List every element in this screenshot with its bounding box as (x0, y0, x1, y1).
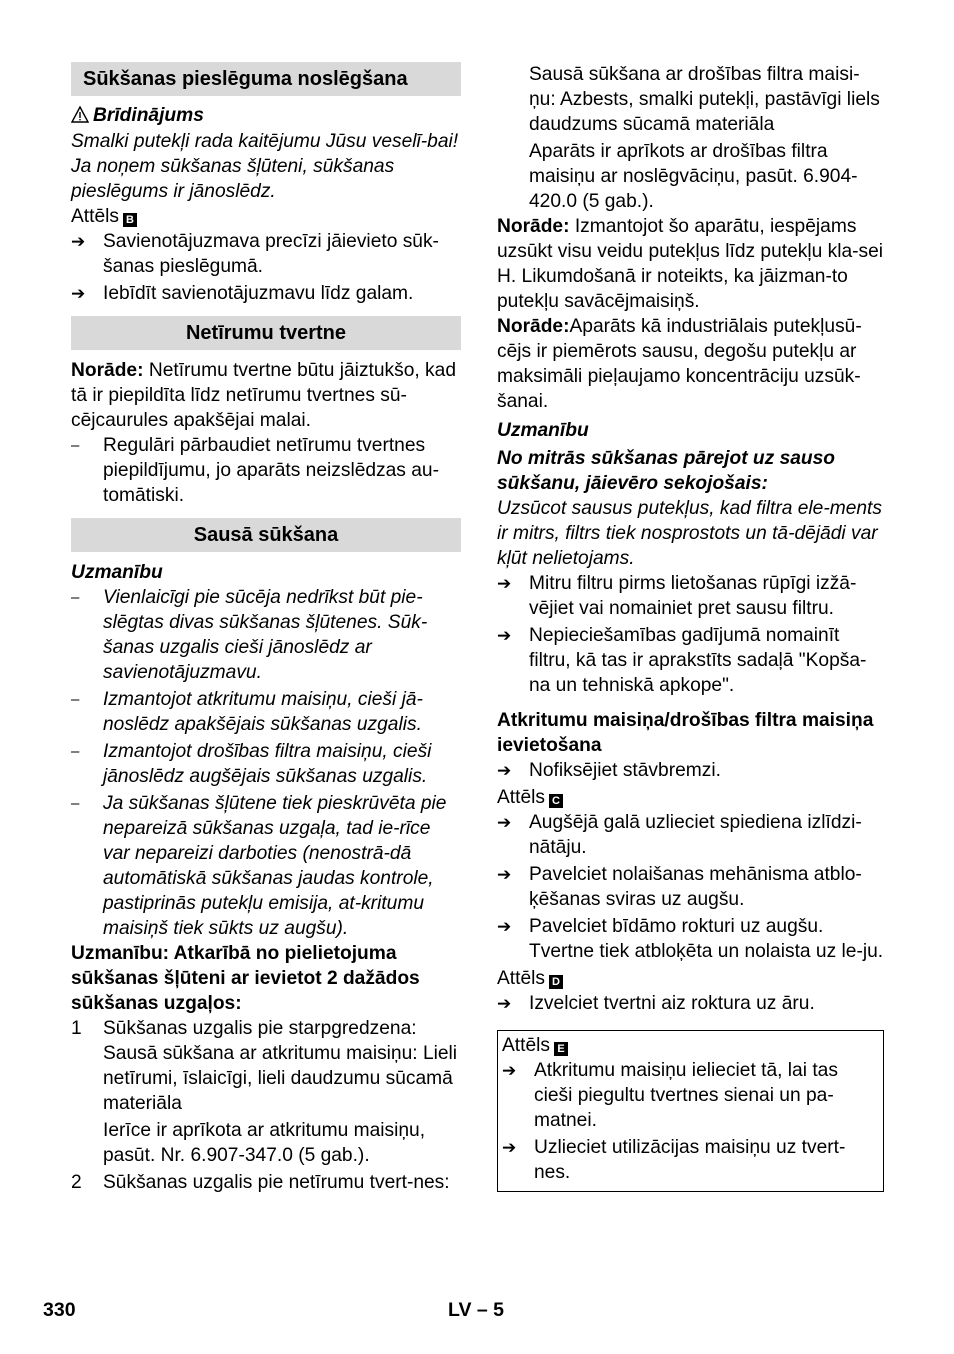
step-item (497, 914, 884, 964)
warning-text: Smalki putekļi rada kaitējumu Jūsu veselī-bai! Ja noņem sūkšanas šļūteni, sūkšanas pieslēgums ir jānoslēdz. (71, 131, 459, 202)
continued-text (497, 62, 884, 137)
caution-text: Ja sūkšanas šļūtene tiek pieskrūvēta pie nepareizā sūkšanas uzgaļa, tad ie-rīce var nepareizi darboties (nenostrā-dā automātiskā sūkšanas jaudas kontrole, pastiprinās putekļu emisija, at-kritumu maisiņš tiek sūkts uz augšu). (103, 793, 447, 939)
arrow-icon (497, 571, 529, 621)
step-item (71, 229, 461, 279)
dash-marker: – (71, 743, 80, 760)
warning-title: Brīdinājums (93, 105, 204, 126)
figure-letter-badge: E (554, 1042, 568, 1056)
step-text: Pavelciet nolaišanas mehānisma atblo-ķēšanas sviras uz augšu. (529, 864, 862, 910)
continued-text-2: Aparāts ir aprīkots ar drošības filtra maisiņu ar noslēgvāciņu, pasūt. 6.904-420.0 (5 gab.). (529, 141, 858, 212)
step-item (497, 862, 884, 912)
caution-bold-text: No mitrās sūkšanas pārejot uz sauso sūkšanu, jāievēro sekojošais: (497, 448, 836, 494)
caution-text: Izmantojot drošības filtra maisiņu, cieši jānoslēdz augšējais sūkšanas uzgalis. (103, 741, 432, 787)
step-text: Pavelciet bīdāmo rokturi uz augšu. Tvertne tiek atbloķēta un nolaista uz le-ju. (529, 916, 884, 962)
left-column (71, 62, 461, 1195)
subsection-title: Atkritumu maisiņa/drošības filtra maisiņa ievietošana (497, 710, 874, 756)
warning-triangle-icon (71, 105, 93, 130)
caution-item (71, 585, 461, 685)
section-title-dry-vacuuming: Sausā sūkšana (71, 518, 461, 552)
caution-item (71, 791, 461, 941)
caution-heading: Uzmanību (497, 420, 589, 441)
dash-marker: – (71, 437, 80, 454)
dash-text: Regulāri pārbaudiet netīrumu tvertnes piepildījumu, jo aparāts neizslēdzas au-tomātiski. (103, 435, 439, 506)
arrow-icon (497, 991, 529, 1016)
step-item (502, 1135, 879, 1185)
language-page-label: LV – 5 (448, 1299, 504, 1321)
dash-marker: – (71, 589, 80, 606)
arrow-icon (502, 1135, 534, 1185)
step-text: Izvelciet tvertni aiz roktura uz āru. (529, 993, 815, 1014)
note-label: Norāde: (497, 216, 570, 237)
figure-label: Attēls (497, 787, 545, 808)
caution-text: Vienlaicīgi pie sūcēja nedrīkst būt pie-slēgtas divas sūkšanas šļūtenes. Sūk-šanas uzgalis cieši jānoslēdz ar savienotājuzmavu. (103, 587, 428, 683)
dash-marker: – (71, 795, 80, 812)
page-number: 330 (43, 1299, 76, 1321)
section-title-dirt-container: Netīrumu tvertne (71, 316, 461, 350)
step-text: Iebīdīt savienotājuzmavu līdz galam. (103, 283, 414, 304)
arrow-icon (497, 862, 529, 912)
caution-text: Uzsūcot sausus putekļus, kad filtra ele-ments ir mitrs, filtrs tiek nosprostots un tā-dējādi var kļūt nelietojams. (497, 498, 882, 569)
note-text: Izmantojot šo aparātu, iespējams uzsūkt visu veidu putekļus līdz putekļu kla-sei H. Likumdošanā ir noteikts, ka jāizman-to putekļu savācējmaisiņš. (497, 216, 884, 312)
note-paragraph (497, 214, 884, 314)
caution-item (71, 739, 461, 789)
arrow-icon (497, 810, 529, 860)
figure-label: Attēls (497, 968, 545, 989)
step-text: Mitru filtru pirms lietošanas rūpīgi izžā-vējiet vai nomainiet pret sausu filtru. (529, 573, 857, 619)
figure-reference-b (71, 204, 461, 229)
warning-heading (71, 103, 461, 129)
arrow-icon (502, 1058, 534, 1133)
numbered-subtext (71, 1041, 461, 1116)
step-item (502, 1058, 879, 1133)
figure-reference-c (497, 785, 884, 810)
numbered-item-2 (71, 1170, 461, 1195)
dash-marker: – (71, 691, 80, 708)
caution-text: Izmantojot atkritumu maisiņu, cieši jā-noslēdz apakšējais sūkšanas uzgalis. (103, 689, 423, 735)
step-text: Atkritumu maisiņu ielieciet tā, lai tas cieši piegultu tvertnes sienai un pa-matnei. (534, 1060, 838, 1131)
step-text: Nepieciešamības gadījumā nomainīt filtru, kā tas ir aprakstīts sadaļā "Kopša-na un tehniskā apkope". (529, 625, 867, 696)
step-item (497, 810, 884, 860)
right-column (497, 62, 884, 1192)
boxed-instructions (497, 1030, 884, 1192)
note-paragraph (71, 358, 461, 433)
note-label: Norāde: (71, 360, 144, 381)
step-item (71, 281, 461, 306)
numbered-subtext-2: Ierīce ir aprīkota ar atkritumu maisiņu, pasūt. Nr. 6.907-347.0 (5 gab.). (103, 1120, 426, 1166)
step-item (497, 758, 884, 783)
step-text: Nofiksējiet stāvbremzi. (529, 760, 721, 781)
figure-letter-badge: C (549, 794, 563, 808)
caution-two-nozzles: Uzmanību: Atkarībā no pielietojuma sūkšanas šļūteni ar ievietot 2 dažādos sūkšanas uzgaļos: (71, 943, 420, 1014)
caution-heading: Uzmanību (71, 562, 163, 583)
arrow-icon (71, 281, 103, 306)
note-label: Norāde: (497, 316, 570, 337)
figure-reference-e (502, 1033, 879, 1058)
number-marker: 2 (71, 1172, 82, 1193)
continued-text-1: Sausā sūkšana ar drošības filtra maisi-ņu: Azbests, smalki putekļi, pastāvīgi liels daudzums sūcamā materiāla (529, 64, 880, 135)
note-text: Netīrumu tvertne būtu jāiztukšo, kad tā ir piepildīta līdz netīrumu tvertnes sū-cējcaurules apakšējai malai. (71, 360, 456, 431)
step-text: Augšējā galā uzlieciet spiediena izlīdzi-nātāju. (529, 812, 862, 858)
continued-text (497, 139, 884, 214)
numbered-subtext (71, 1118, 461, 1168)
step-item (497, 571, 884, 621)
step-item (497, 991, 884, 1016)
figure-letter-badge: D (549, 975, 563, 989)
note-paragraph (497, 314, 884, 414)
numbered-item-1 (71, 1016, 461, 1041)
numbered-text: Sūkšanas uzgalis pie starpgredzena: (103, 1018, 417, 1039)
note-text: Aparāts kā industriālais putekļusū-cējs ir piemērots sausu, degošu putekļu ar maksimāli pieļaujamo koncentrāciju uzsūk-šanai. (497, 316, 862, 412)
numbered-subtext-1: Sausā sūkšana ar atkritumu maisiņu: Lieli netīrumi, īslaicīgi, lieli daudzumu sūcamā materiāla (103, 1043, 458, 1114)
caution-item (71, 687, 461, 737)
arrow-icon (497, 914, 529, 964)
arrow-icon (497, 623, 529, 698)
arrow-icon (497, 758, 529, 783)
number-marker: 1 (71, 1018, 82, 1039)
numbered-text: Sūkšanas uzgalis pie netīrumu tvert-nes: (103, 1172, 450, 1193)
figure-label: Attēls (502, 1035, 550, 1056)
step-text: Savienotājuzmava precīzi jāievieto sūk-šanas pieslēgumā. (103, 231, 439, 277)
arrow-icon (71, 229, 103, 279)
figure-label: Attēls (71, 206, 119, 227)
dash-item (71, 433, 461, 508)
step-text: Uzlieciet utilizācijas maisiņu uz tvert-nes. (534, 1137, 846, 1183)
step-item (497, 623, 884, 698)
section-title-suction-connection: Sūkšanas pieslēguma noslēgšana (71, 62, 461, 96)
figure-letter-badge: B (123, 213, 137, 227)
figure-reference-d (497, 966, 884, 991)
